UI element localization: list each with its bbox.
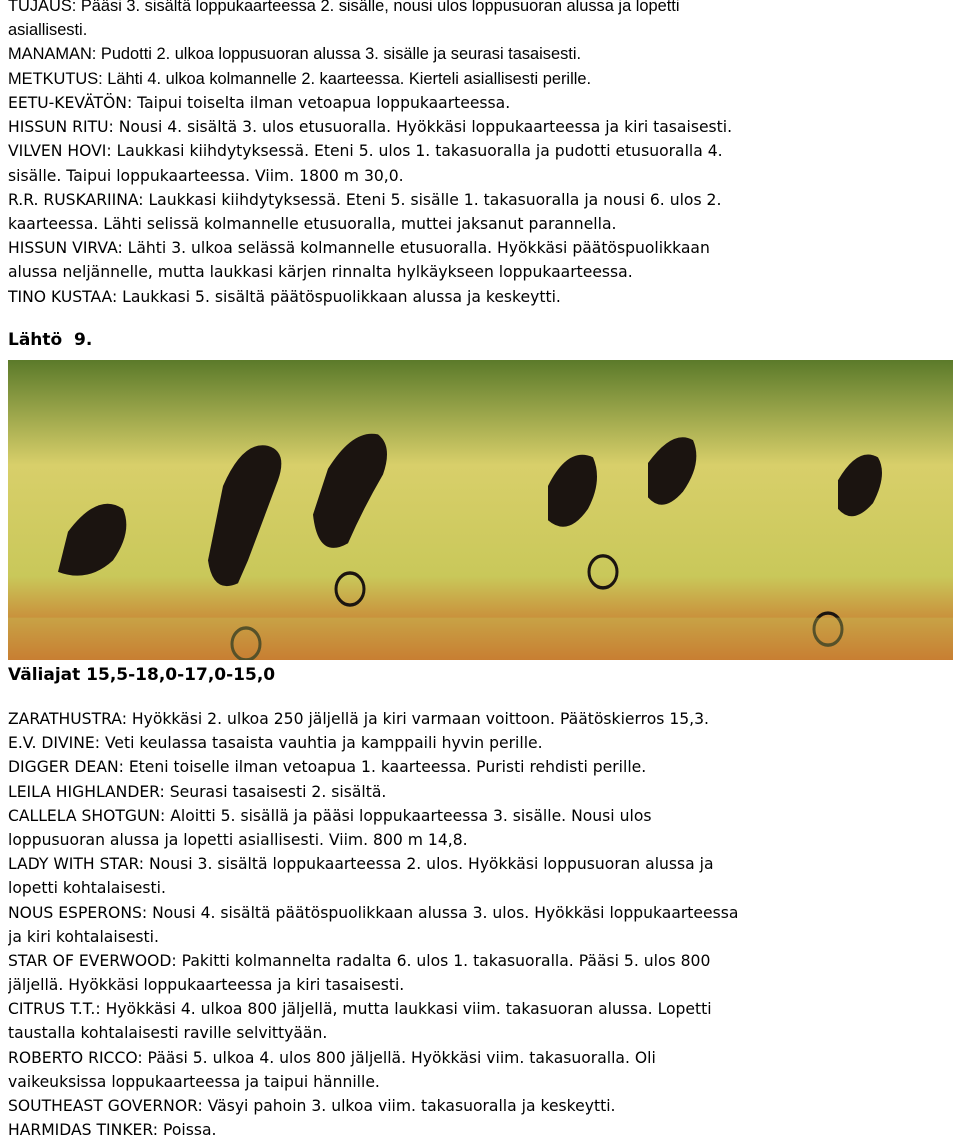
text-line: sisälle. Taipui loppukaarteessa. Viim. 1800 m 30,0. [8,166,404,185]
text-line: CALLELA SHOTGUN: Aloitti 5. sisällä ja pääsi loppukaarteessa 3. sisälle. Nousi ulos [8,806,652,825]
text-line: lopetti kohtalaisesti. [8,879,166,898]
text-line: MANAMAN: Pudotti 2. ulkoa loppusuoran alussa 3. sisälle ja seurasi tasaisesti. [8,45,582,64]
text-line: TINO KUSTAA: Laukkasi 5. sisältä päätöspuolikkaan alussa ja keskeytti. [8,287,561,306]
text-line: taustalla kohtalaisesti raville selvittyään. [8,1024,328,1043]
split-times-heading: Väliajat 15,5-18,0-17,0-15,0 [8,665,276,685]
text-line: R.R. RUSKARIINA: Laukkasi kiihdytyksessä. Eteni 5. sisälle 1. takasuoralla ja nousi 6. ulos 2. [8,190,722,209]
top-section-sans [8,0,953,91]
top-section-verdana [8,91,953,309]
text-line: HARMIDAS TINKER: Poissa. [8,1121,217,1140]
text-line: kaarteessa. Lähti selissä kolmannelle etusuoralla, muttei jaksanut parannella. [8,214,617,233]
text-line: LEILA HIGHLANDER: Seurasi tasaisesti 2. sisältä. [8,782,387,801]
text-line: E.V. DIVINE: Veti keulassa tasaista vauhtia ja kamppaili hyvin perille. [8,734,543,753]
bottom-section [8,707,953,1142]
text-line: LADY WITH STAR: Nousi 3. sisältä loppukaarteessa 2. ulos. Hyökkäsi loppusuoran alussa ja [8,855,714,874]
text-line: VILVEN HOVI: Laukkasi kiihdytyksessä. Eteni 5. ulos 1. takasuoralla ja pudotti etusuoralla 4. [8,142,723,161]
text-line: METKUTUS: Lähti 4. ulkoa kolmannelle 2. kaarteessa. Kierteli asiallisesti perille. [8,69,592,88]
race-heading: Lähtö 9. [8,330,93,350]
text-line: HISSUN VIRVA: Lähti 3. ulkoa selässä kolmannelle etusuoralla. Hyökkäsi päätöspuolikkaan [8,239,710,258]
text-line: SOUTHEAST GOVERNOR: Väsyi pahoin 3. ulkoa viim. takasuoralla ja keskeytti. [8,1097,616,1115]
text-line: TUJAUS: Pääsi 3. sisältä loppukaarteessa 2. sisälle, nousi ulos loppusuoran alussa ja lopetti [8,0,680,15]
text-line: alussa neljännelle, mutta laukkasi kärjen rinnalta hylkäykseen loppukaarteessa. [8,263,633,282]
text-line: ROBERTO RICCO: Pääsi 5. ulkoa 4. ulos 800 jäljellä. Hyökkäsi viim. takasuoralla. Oli [8,1048,656,1067]
text-line: STAR OF EVERWOOD: Pakitti kolmannelta radalta 6. ulos 1. takasuoralla. Pääsi 5. ulos 800 [8,951,711,970]
race-photo-image [8,360,953,660]
text-line: jäljellä. Hyökkäsi loppukaarteessa ja kiri tasaisesti. [8,976,405,995]
text-line: EETU-KEVÄTÖN: Taipui toiselta ilman vetoapua loppukaarteessa. [8,94,511,112]
text-line: vaikeuksissa loppukaarteessa ja taipui hännille. [8,1072,380,1091]
text-line: ja kiri kohtalaisesti. [8,927,159,946]
text-line: NOUS ESPERONS: Nousi 4. sisältä päätöspuolikkaan alussa 3. ulos. Hyökkäsi loppukaarteessa [8,903,739,922]
text-line: asiallisesti. [8,21,88,40]
race-photo [8,360,953,660]
text-line: loppusuoran alussa ja lopetti asiallisesti. Viim. 800 m 14,8. [8,830,468,849]
text-line: CITRUS T.T.: Hyökkäsi 4. ulkoa 800 jäljellä, mutta laukkasi viim. takasuoran alussa. Lopetti [8,1000,712,1019]
text-line: ZARATHUSTRA: Hyökkäsi 2. ulkoa 250 jäljellä ja kiri varmaan voittoon. Päätöskierros 15,3. [8,710,710,728]
text-line: DIGGER DEAN: Eteni toiselle ilman vetoapua 1. kaarteessa. Puristi rehdisti perille. [8,758,647,777]
text-line: HISSUN RITU: Nousi 4. sisältä 3. ulos etusuoralla. Hyökkäsi loppukaarteessa ja kiri tasaisesti. [8,118,733,137]
